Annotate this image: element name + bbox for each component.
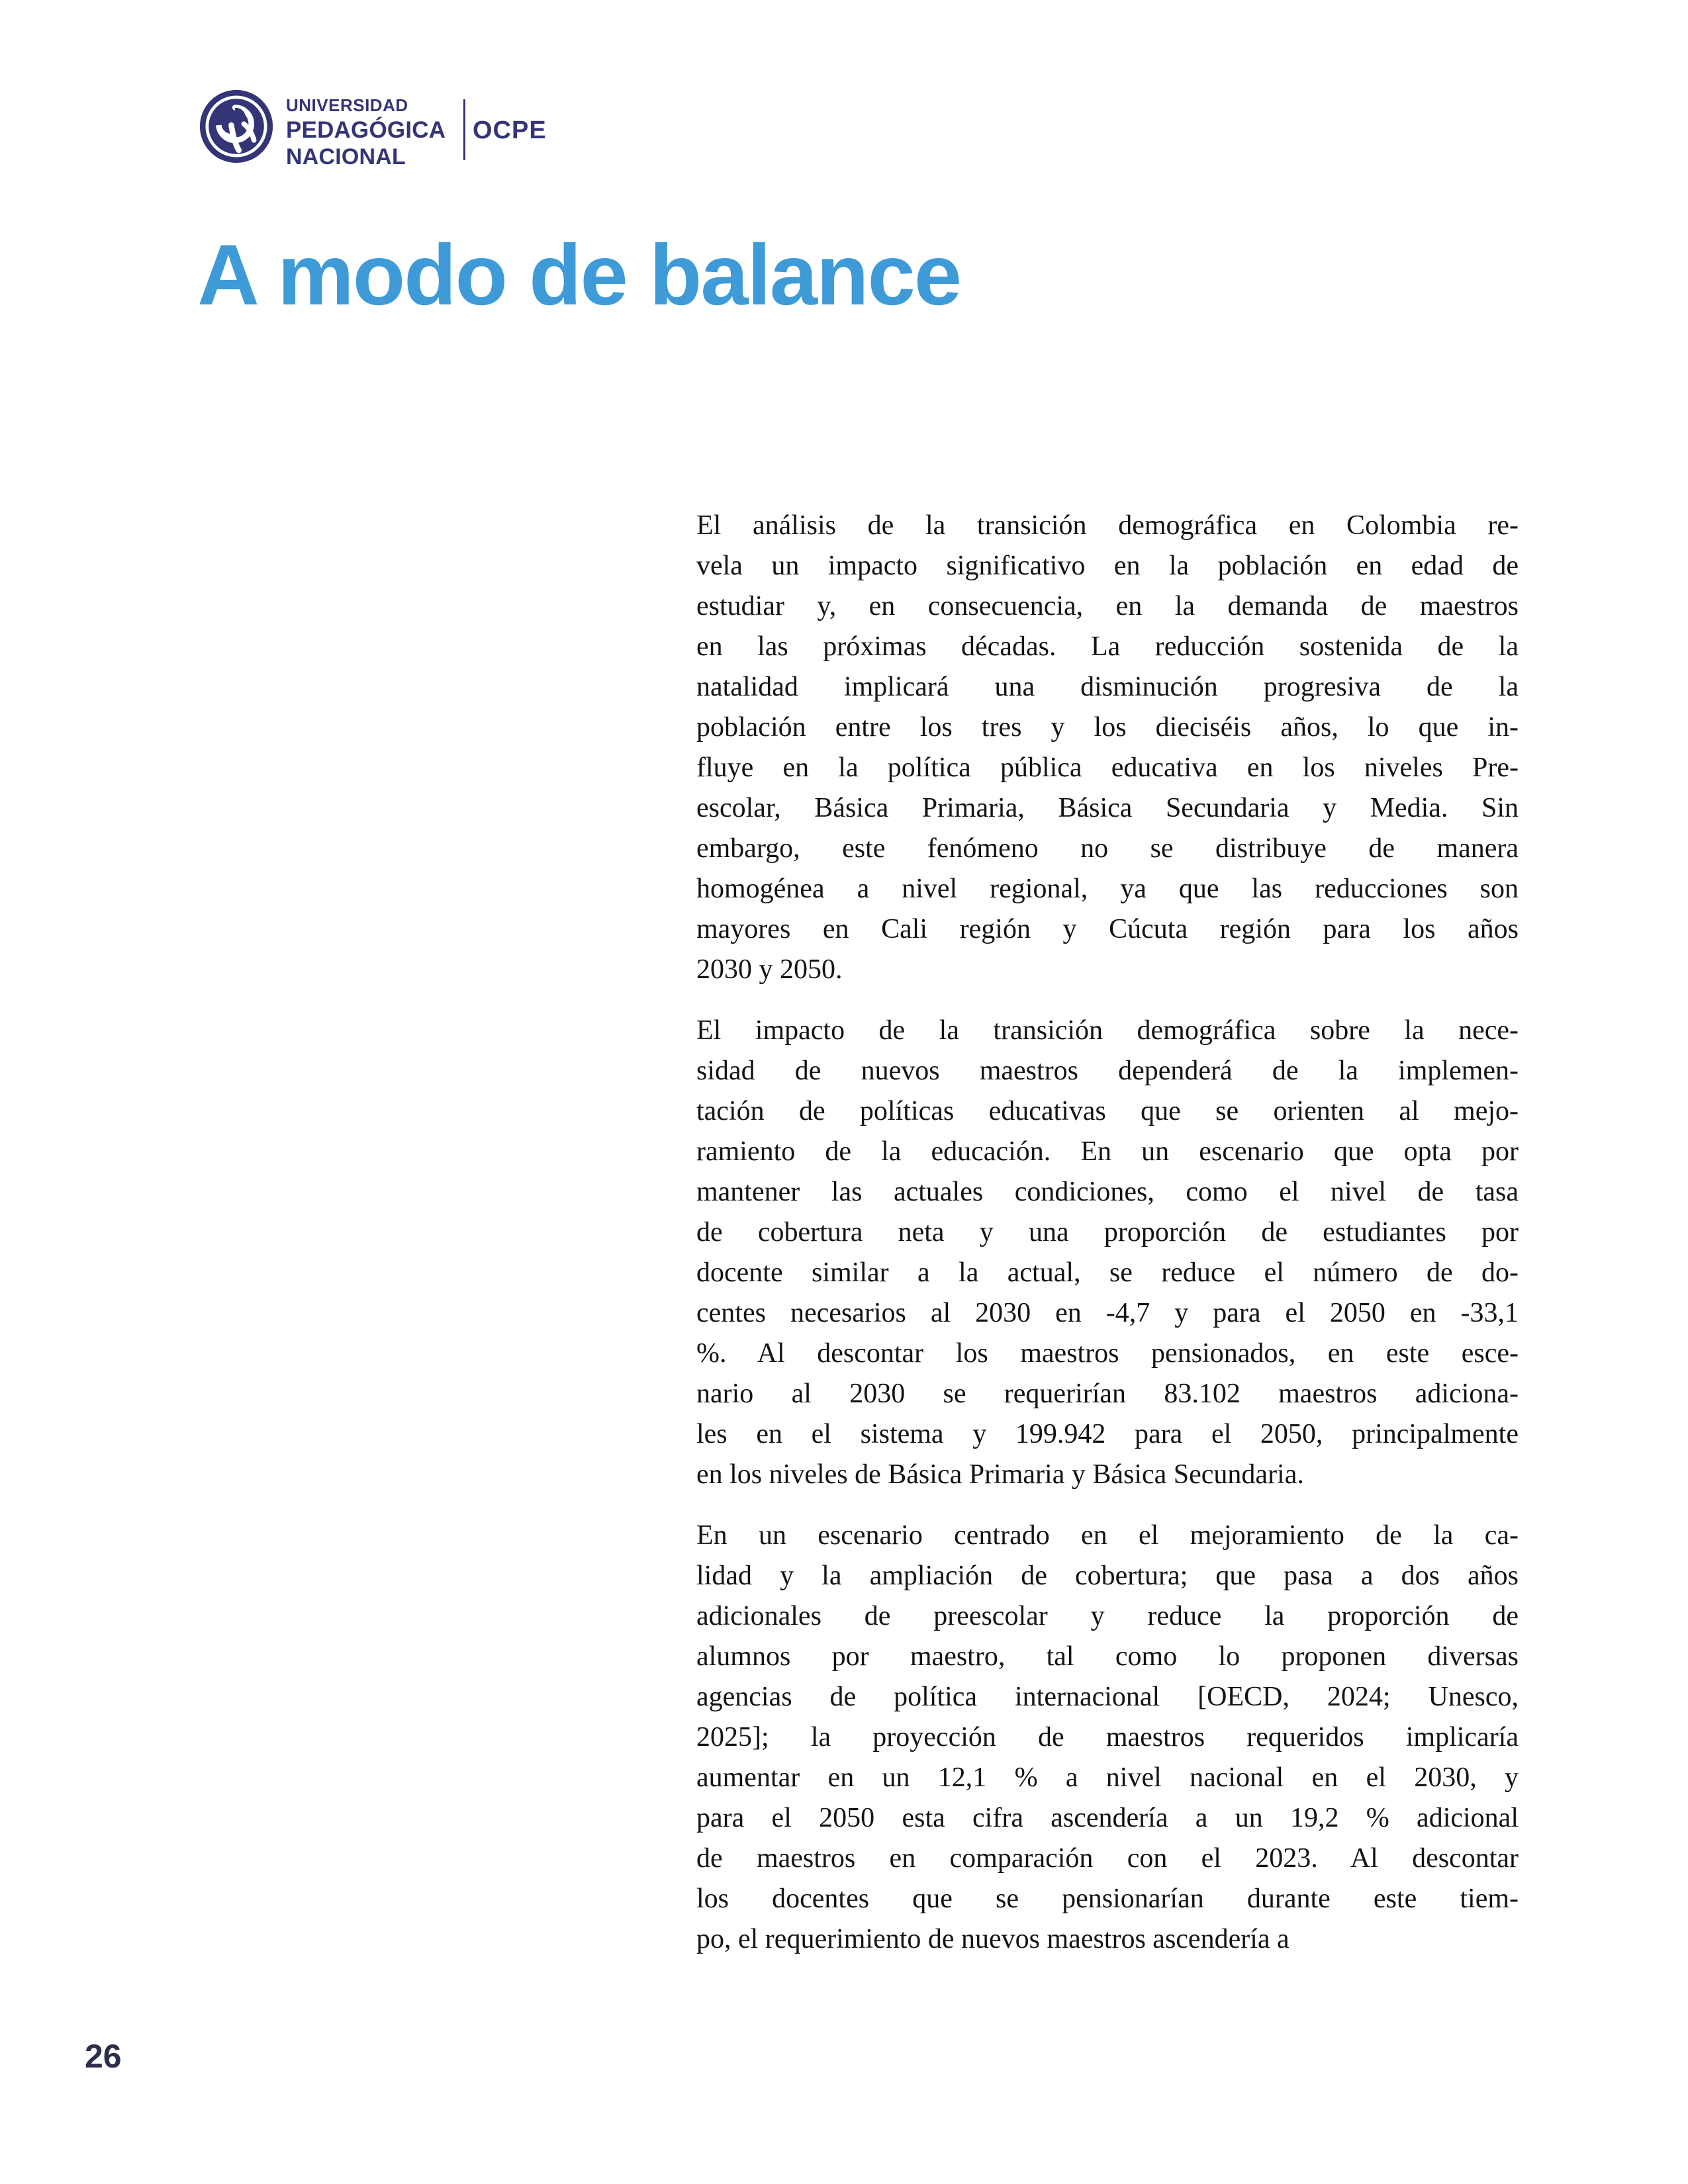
text-line: agencias de política internacional [OECD, 2024; Unesco, <box>696 1682 1519 1712</box>
text-line: nario al 2030 se requerirían 83.102 maestros adiciona- <box>696 1379 1519 1409</box>
text-line: adicionales de preescolar y reduce la proporción de <box>696 1601 1519 1631</box>
text-line: de maestros en comparación con el 2023. Al descontar <box>696 1843 1519 1874</box>
text-line: en las próximas décadas. La reducción sostenida de la <box>696 631 1519 662</box>
text-line: En un escenario centrado en el mejoramiento de la ca- <box>696 1520 1519 1551</box>
text-line: po, el requerimiento de nuevos maestros ascendería a <box>696 1924 1289 1954</box>
text-line: centes necesarios al 2030 en -4,7 y para el 2050 en -33,1 <box>696 1298 1519 1328</box>
text-line: mantener las actuales condiciones, como el nivel de tasa <box>696 1177 1519 1207</box>
text-line: vela un impacto significativo en la población en edad de <box>696 551 1519 581</box>
paragraph <box>696 1011 1519 1495</box>
text-line: sidad de nuevos maestros dependerá de la implemen- <box>696 1056 1519 1086</box>
upn-logo-icon <box>199 89 274 164</box>
text-line: 2025]; la proyección de maestros requeridos implicaría <box>696 1722 1519 1752</box>
logo-unit-label: OCPE <box>473 116 547 144</box>
text-line: estudiar y, en consecuencia, en la demanda de maestros <box>696 591 1519 621</box>
logo-org-line: UNIVERSIDAD <box>286 95 408 115</box>
text-line: El impacto de la transición demográfica sobre la nece- <box>696 1015 1519 1046</box>
text-line: El análisis de la transición demográfica en Colombia re- <box>696 510 1519 541</box>
text-line: para el 2050 esta cifra ascendería a un 19,2 % adicional <box>696 1803 1519 1833</box>
text-line: en los niveles de Básica Primaria y Básica Secundaria. <box>696 1459 1304 1490</box>
text-line: población entre los tres y los dieciséis años, lo que in- <box>696 712 1519 743</box>
text-line: lidad y la ampliación de cobertura; que pasa a dos años <box>696 1561 1519 1591</box>
page-number: 26 <box>85 2038 122 2075</box>
text-line: tación de políticas educativas que se orienten al mejo- <box>696 1096 1519 1126</box>
logo-org-line: NACIONAL <box>286 144 406 169</box>
text-line: 2030 y 2050. <box>696 954 843 985</box>
text-line: ramiento de la educación. En un escenario que opta por <box>696 1136 1519 1167</box>
text-line: de cobertura neta y una proporción de estudiantes por <box>696 1217 1519 1248</box>
body-copy <box>696 506 1519 1960</box>
text-line: les en el sistema y 199.942 para el 2050, principalmente <box>696 1419 1519 1449</box>
text-line: alumnos por maestro, tal como lo proponen diversas <box>696 1641 1519 1672</box>
text-line: %. Al descontar los maestros pensionados, en este esce- <box>696 1338 1519 1369</box>
text-line: homogénea a nivel regional, ya que las reducciones son <box>696 874 1519 904</box>
paragraph <box>696 506 1519 990</box>
text-line: natalidad implicará una disminución progresiva de la <box>696 672 1519 702</box>
page-title: A modo de balance <box>197 226 961 323</box>
text-line: embargo, este fenómeno no se distribuye de manera <box>696 833 1519 864</box>
text-line: docente similar a la actual, se reduce el número de do- <box>696 1257 1519 1288</box>
text-line: aumentar en un 12,1 % a nivel nacional en el 2030, y <box>696 1762 1519 1793</box>
text-line: fluye en la política pública educativa en los niveles Pre- <box>696 752 1519 783</box>
text-line: los docentes que se pensionarían durante este tiem- <box>696 1884 1519 1914</box>
text-line: escolar, Básica Primaria, Básica Secundaria y Media. Sin <box>696 793 1519 823</box>
logo-divider <box>463 99 465 160</box>
logo-org-name <box>286 97 445 168</box>
paragraph <box>696 1516 1519 1960</box>
text-line: mayores en Cali región y Cúcuta región para los años <box>696 914 1519 944</box>
logo-org-line: PEDAGÓGICA <box>286 117 446 143</box>
